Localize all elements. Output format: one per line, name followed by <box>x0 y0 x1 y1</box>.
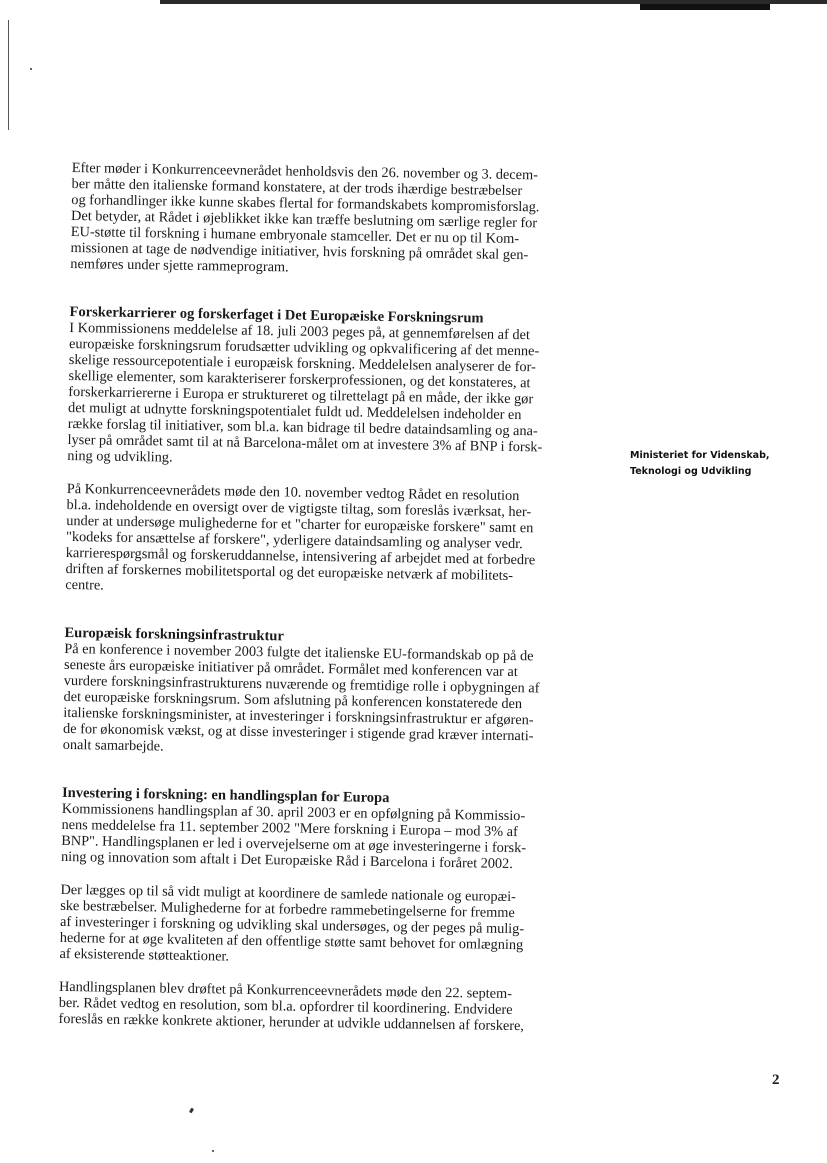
ministry-side-note: Ministeriet for Videnskab, Teknologi og Udvikling <box>630 450 770 477</box>
heading-investment-action-plan: Investering i forskning: en handlingsplan for Europa <box>61 784 390 807</box>
paragraph-coordination: Der lægges op til så vidt muligt at koordinere de samlede nationale og europæi- ske bestræbelser. Mulighederne for at forbedre rammebetingelserne for fremme af investeringer i forskning og udvikling skal undersøges, og der peges på mulig- hederne for at øge kvaliteten af den offentlige støtte samt behovet for omlægning af eksisterende støtteaktioner. <box>59 881 525 965</box>
scan-edge-left <box>8 20 9 130</box>
heading-researcher-careers: Forskerkarrierer og forskerfaget i Det Europæiske Forskningsrum <box>69 303 484 327</box>
document-body <box>58 160 602 1052</box>
paragraph-communication-july: I Kommissionens meddelelse af 18. juli 2003 peges på, at gennemførelsen af det europæiske forskningsrum forudsætter udvikling og opkvalificering af det menne- skelige ressourcepotentiale i europæisk forskning. Meddelelsen analyserer de for- skellige elementer, som karakteriserer forskerprofessionen, og det konstateres, at forskerkarriererne i Europa er struktureret og tilrettelagt på en måde, der ikke gør det muligt at udnytte forskningspotentialet fuldt ud. Meddelelsen indeholder en række forslag til initiativer, som bl.a. kan bidrage til bedre dataindsamling og ana- lyser på området samt til at nå Barcelona-målet om at investere 3% af BNP i forsk- ning og udvikling. <box>67 319 543 466</box>
paragraph-council-resolution: Handlingsplanen blev drøftet på Konkurrenceevnerådets møde den 22. septem- ber. Rådet vedtog en resolution, som bl.a. opfordrer til koordinering. Endvidere foreslås en række konkrete aktioner, herunder at udvikle uddannelsen af forskere, <box>58 978 525 1035</box>
scan-edge-top-dark <box>640 4 770 10</box>
paragraph-stem-cells: Efter møder i Konkurrenceevnerådet henholdsvis den 26. november og 3. decem- ber måtte den italienske formand konstatere, at der trods ihærdige bestræbelser og forhandlinger ikke kunne skabes flertal for formandskabets kompromisforslag. Det betyder, at Rådet i øjeblikket ikke kan træffe beslutning om særlige regler for EU-støtte til forskning i humane embryonale stamceller. Det er nu op til Kom- missionen at tage de nødvendige initiativer, hvis forskning på området skal gen- nemføres under sjette rammeprogram. <box>70 160 540 276</box>
scan-speck <box>30 68 32 70</box>
page-number: 2 <box>772 1072 780 1088</box>
heading-research-infrastructure: Europæisk forskningsinfrastruktur <box>64 624 284 645</box>
scan-speck <box>189 1108 194 1114</box>
scan-speck <box>212 1150 214 1152</box>
paragraph-resolution-november: På Konkurrenceevnerådets møde den 10. november vedtog Rådet en resolution bl.a. indeholdende en oversigt over de vigtigste tiltag, som foreslås iværksat, her- under at undersøge mulighederne for et "charter for europæiske forskere" samt en "kodeks for ansættelse af forskere", yderligere dataindsamling og analyser vedr. karrierespørgsmål og forskeruddannelse, intensivering af arbejdet med at forbedre driften af forskernes mobilitetsportal og det europæiske netværk af mobilitets- centre. <box>65 480 536 594</box>
paragraph-action-plan: Kommissionens handlingsplan af 30. april 2003 er en opfølgning på Kommissio- nens meddelelse fra 11. september 2002 "Mere forskning i Europa – mod 3% af BNP". Handlingsplanen er led i overvejelserne om at øge investeringerne i forsk- ning og innovation som aftalt i Det Europæiske Råd i Barcelona i foråret 2002. <box>60 800 527 873</box>
paragraph-infrastructure-conference: På en konference i november 2003 fulgte det italienske EU-formandskab op på de seneste års europæiske initiativer på området. Formålet med konferencen var at vurdere forskningsinfrastrukturens nuværende og fremtidige rolle i opbygningen af det europæiske forskningsrum. Som afslutning på konferencen konstaterede den italienske forskningsminister, at investeringer i forskningsinfrastruktur er afgøren- de for økonomisk vækst, og at disse investeringer i stigende grad kræver internati- onalt samarbejde. <box>62 640 540 755</box>
